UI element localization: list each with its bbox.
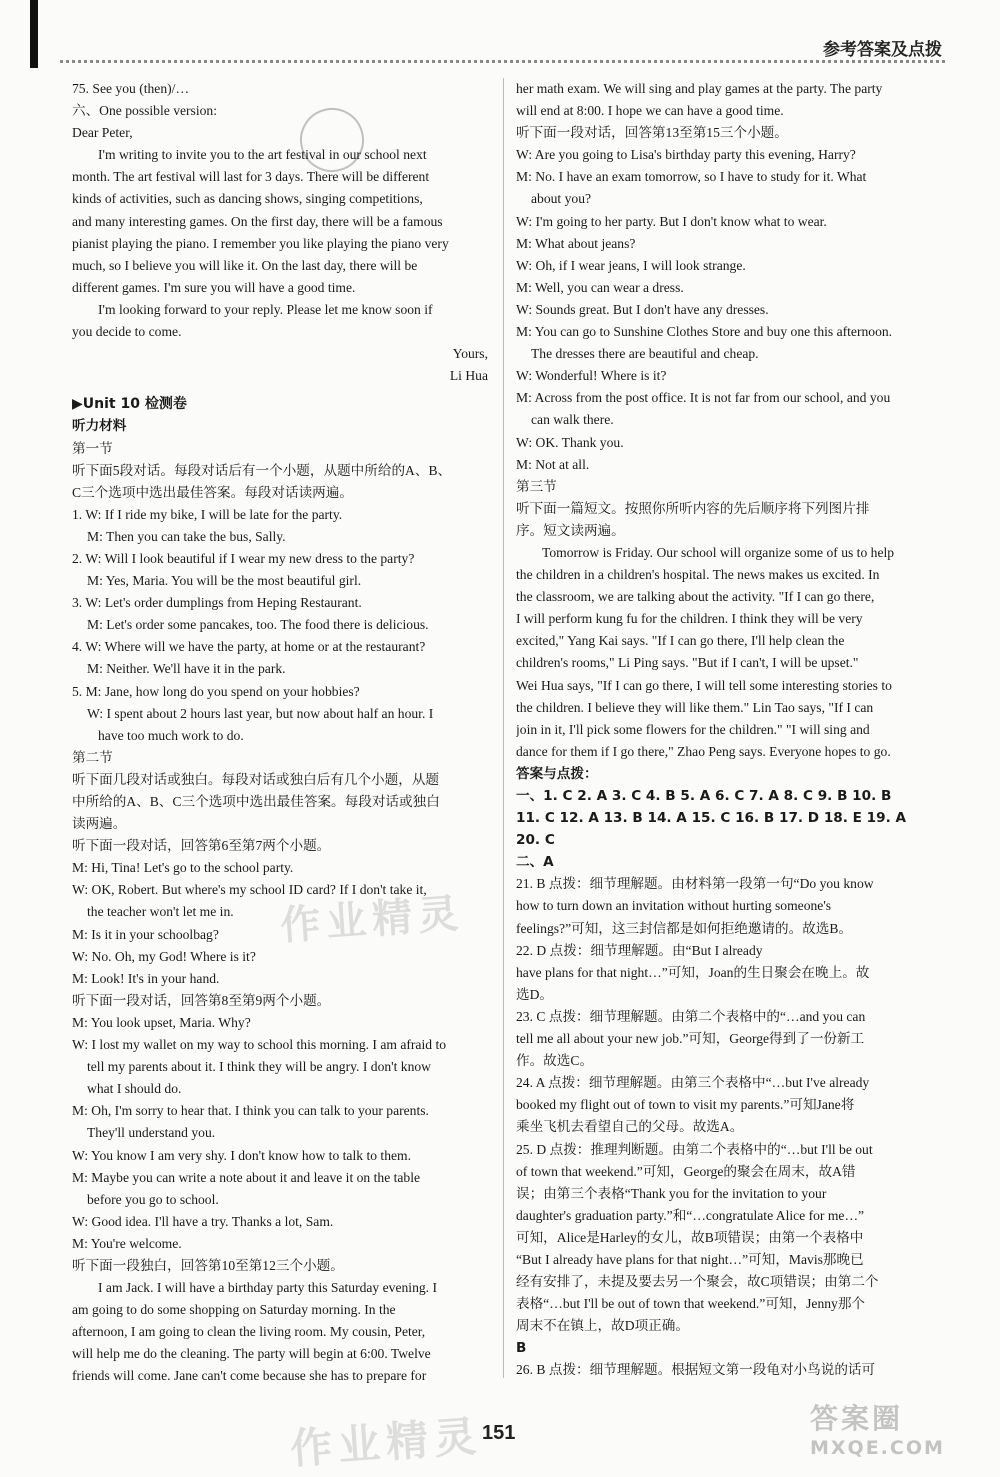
text-line: 二、A [516, 854, 554, 871]
text-line: W: I spent about 2 hours last year, but now about half an hour. I [87, 705, 434, 721]
text-line: W: Good idea. I'll have a try. Thanks a lot, Sam. [72, 1213, 334, 1229]
text-line: 误；由第三个表格“Thank you for the invitation to your [516, 1185, 827, 1201]
text-line: B [516, 1340, 527, 1357]
text-line: am going to do some shopping on Saturday morning. In the [72, 1302, 396, 1318]
watermark: 作业精灵 [288, 1411, 484, 1474]
text-line: children's rooms," Li Ping says. "But if I can't, I will be upset." [516, 655, 859, 671]
text-line: 一、1. C 2. A 3. C 4. B 5. A 6. C 7. A 8. C 9. B 10. B [516, 788, 892, 804]
text-line: 第一节 [72, 440, 113, 456]
header-title: 参考答案及点拨 [823, 40, 942, 60]
text-line: 第二节 [72, 749, 113, 765]
text-line: the classroom, we are talking about the activity. "If I can go there, [516, 589, 875, 605]
text-line: about you? [531, 191, 592, 207]
text-line: They'll understand you. [87, 1125, 216, 1141]
text-line: 1. W: If I ride my bike, I will be late for the party. [72, 506, 343, 522]
text-line: W: Oh, if I wear jeans, I will look strange. [516, 257, 746, 273]
text-line: friends will come. Jane can't come because she has to prepare for [72, 1368, 427, 1384]
text-line: 听下面一篇短文。按照你所听内容的先后顺序将下列图片排 [516, 500, 870, 516]
watermark: 作业精灵 [278, 890, 466, 950]
text-line: 23. C 点拨：细节理解题。由第二个表格中的“…and you can [516, 1008, 866, 1024]
text-line: M: Let's order some pancakes, too. The food there is delicious. [87, 617, 429, 633]
text-line: I'm looking forward to your reply. Please let me know soon if [98, 301, 433, 317]
text-line: will help me do the cleaning. The party will begin at 6:00. Twelve [72, 1346, 431, 1362]
text-line: M: Well, you can wear a dress. [516, 279, 684, 295]
text-line: W: OK. Thank you. [516, 434, 624, 450]
text-line: 听下面一段对话，回答第8至第9两个小题。 [72, 992, 331, 1008]
text-line: W: Sounds great. But I don't have any dresses. [516, 301, 769, 317]
text-line: C三个选项中选出最佳答案。每段对话读两遍。 [72, 484, 353, 500]
text-line: tell me all about your new job.”可知，George得到了一份新工 [516, 1031, 865, 1047]
left-column [72, 78, 492, 1388]
text-line: 读两遍。 [72, 816, 127, 832]
text-line: M: Is it in your schoolbag? [72, 926, 219, 942]
text-line: M: Yes, Maria. You will be the most beautiful girl. [87, 573, 362, 589]
text-line: M: Look! It's in your hand. [72, 970, 220, 986]
text-line: Yours, [452, 346, 488, 362]
text-line: 乘坐飞机去看望自己的父母。故选A。 [516, 1119, 744, 1135]
text-line: 3. W: Let's order dumplings from Heping Restaurant. [72, 595, 362, 611]
text-line: M: You're welcome. [72, 1235, 182, 1251]
text-line: the teacher won't let me in. [87, 904, 234, 920]
text-line: “But I already have plans for that night…”可知，Mavis那晚已 [516, 1251, 864, 1267]
text-line: M: You look upset, Maria. Why? [72, 1014, 251, 1030]
text-line: of town that weekend.”可知，George的聚会在周末，故A错 [516, 1163, 856, 1179]
text-line: dance for them if I go there," Zhao Peng says. Everyone hopes to go. [516, 743, 891, 759]
text-line: 听下面几段对话或独白。每段对话或独白后有几个小题，从题 [72, 771, 440, 787]
right-column [516, 78, 940, 1382]
text-line: month. The art festival will last for 3 days. There will be different [72, 169, 430, 185]
text-line: Dear Peter, [72, 125, 133, 141]
text-line: much, so I believe you will like it. On the last day, there will be [72, 257, 418, 273]
text-line: 表格“…but I'll be out of town that weekend.”可知，Jenny那个 [516, 1296, 866, 1312]
text-line: join in it, I'll pick some flowers for the children." "I will sing and [516, 721, 870, 737]
text-line: 24. A 点拨：细节理解题。由第三个表格中“…but I've already [516, 1075, 870, 1091]
section-heading: ▶Unit 10 检测卷 [72, 396, 187, 413]
text-line: what I should do. [87, 1081, 182, 1097]
text-line: W: OK, Robert. But where's my school ID card? If I don't take it, [72, 882, 427, 898]
text-line: 周末不在镇上，故D项正确。 [516, 1318, 689, 1334]
text-line: W: You know I am very shy. I don't know how to talk to them. [72, 1147, 411, 1163]
text-line: M: You can go to Sunshine Clothes Store and buy one this afternoon. [516, 324, 893, 340]
text-line: before you go to school. [87, 1191, 219, 1207]
text-line: W: No. Oh, my God! Where is it? [72, 948, 256, 964]
text-line: 听下面一段独白，回答第10至第12三个小题。 [72, 1257, 344, 1273]
text-line: booked my flight out of town to visit my parents.”可知Jane将 [516, 1097, 855, 1113]
column-divider [503, 78, 504, 1378]
text-line: 21. B 点拨：细节理解题。由材料第一段第一句“Do you know [516, 876, 874, 892]
text-line: different games. I'm sure you will have a good time. [72, 279, 356, 295]
text-line: 六、One possible version: [72, 103, 217, 119]
text-line: tell my parents about it. I think they will be angry. I don't know [87, 1059, 431, 1075]
text-line: excited," Yang Kai says. "If I can go there, I'll help clean the [516, 633, 845, 649]
page-number: 151 [482, 1422, 516, 1444]
text-line: I'm writing to invite you to the art festival in our school next [98, 147, 427, 163]
text-line: 选D。 [516, 986, 554, 1002]
text-line: The dresses there are beautiful and cheap. [531, 346, 759, 362]
text-line: pianist playing the piano. I remember you like playing the piano very [72, 235, 449, 251]
text-line: the children in a children's hospital. The news makes us excited. In [516, 567, 880, 583]
text-line: M: Not at all. [516, 456, 590, 472]
header-dotted-rule [60, 60, 945, 63]
text-line: 20. C [516, 832, 555, 849]
binding-bar [30, 0, 38, 68]
text-line: W: Are you going to Lisa's birthday party this evening, Harry? [516, 147, 856, 163]
text-line: M: What about jeans? [516, 235, 636, 251]
text-line: W: I'm going to her party. But I don't know what to wear. [516, 213, 827, 229]
text-line: M: Maybe you can write a note about it and leave it on the table [72, 1169, 421, 1185]
text-line: will end at 8:00. I hope we can have a good time. [516, 103, 784, 119]
text-line: I will perform kung fu for the children. I think they will be very [516, 611, 863, 627]
text-line: how to turn down an invitation without hurting someone's [516, 898, 832, 914]
text-line: 可知，Alice是Harley的女儿，故B项错误；由第一个表格中 [516, 1229, 864, 1245]
text-line: M: No. I have an exam tomorrow, so I have to study for it. What [516, 169, 867, 185]
text-line: M: Neither. We'll have it in the park. [87, 661, 286, 677]
text-line: and many interesting games. On the first day, there will be a famous [72, 213, 443, 229]
text-line: 中所给的A、B、C三个选项中选出最佳答案。每段对话或独白 [72, 794, 440, 809]
text-line: M: Hi, Tina! Let's go to the school party. [72, 860, 294, 876]
text-line: W: Wonderful! Where is it? [516, 368, 667, 384]
text-line: you decide to come. [72, 324, 182, 340]
text-line: M: Oh, I'm sorry to hear that. I think you can talk to your parents. [72, 1103, 429, 1119]
text-line: feelings?”可知，这三封信都是如何拒绝邀请的。故选B。 [516, 920, 853, 936]
text-line: 4. W: Where will we have the party, at home or at the restaurant? [72, 639, 426, 655]
text-line: 听下面5段对话。每段对话后有一个小题，从题中所给的A、B、 [72, 462, 452, 478]
text-line: have plans for that night…”可知，Joan的生日聚会在晚上。故 [516, 964, 870, 980]
text-line: Li Hua [449, 368, 488, 384]
text-line: 2. W: Will I look beautiful if I wear my new dress to the party? [72, 550, 415, 566]
text-line: M: Then you can take the bus, Sally. [87, 528, 286, 544]
text-line: 75. See you (then)/… [72, 81, 190, 96]
text-line: 5. M: Jane, how long do you spend on your hobbies? [72, 683, 360, 699]
text-line: M: Across from the post office. It is not far from our school, and you [516, 390, 891, 406]
text-line: 第三节 [516, 478, 557, 494]
text-line: 经有安排了，未提及要去另一个聚会，故C项错误；由第二个 [516, 1274, 879, 1290]
text-line: afternoon, I am going to clean the living room. My cousin, Peter, [72, 1324, 426, 1340]
text-line: 22. D 点拨：细节理解题。由“But I already [516, 942, 763, 958]
text-line: 25. D 点拨：推理判断题。由第二个表格中的“…but I'll be out [516, 1141, 873, 1157]
text-line: 26. B 点拨：细节理解题。根据短文第一段龟对小鸟说的话可 [516, 1362, 876, 1378]
text-line: her math exam. We will sing and play games at the party. The party [516, 81, 883, 96]
corner-logo: 答案圈 MXQE.COM [810, 1402, 945, 1459]
text-line: 序。短文读两遍。 [516, 522, 625, 538]
text-line: 听下面一段对话，回答第6至第7两个小题。 [72, 838, 331, 854]
text-line: the children. I believe they will like them." Lin Tao says, "If I can [516, 699, 874, 715]
text-line: I am Jack. I will have a birthday party this Saturday evening. I [98, 1280, 437, 1296]
text-line: 听力材料 [72, 418, 127, 435]
text-line: 11. C 12. A 13. B 14. A 15. C 16. B 17. D 18. E 19. A [516, 810, 906, 827]
text-line: Wei Hua says, "If I can go there, I will tell some interesting stories to [516, 677, 892, 693]
text-line: can walk there. [531, 412, 614, 428]
text-line: have too much work to do. [98, 727, 244, 743]
text-line: kinds of activities, such as dancing shows, singing competitions, [72, 191, 423, 207]
text-line: daughter's graduation party.”和“…congratulate Alice for me…” [516, 1207, 865, 1223]
text-line: W: I lost my wallet on my way to school this morning. I am afraid to [72, 1037, 447, 1053]
text-line: 答案与点拨： [516, 765, 598, 782]
text-line: 听下面一段对话，回答第13至第15三个小题。 [516, 125, 788, 141]
text-line: Tomorrow is Friday. Our school will organize some of us to help [542, 544, 895, 560]
text-line: 作。故选C。 [516, 1053, 594, 1069]
